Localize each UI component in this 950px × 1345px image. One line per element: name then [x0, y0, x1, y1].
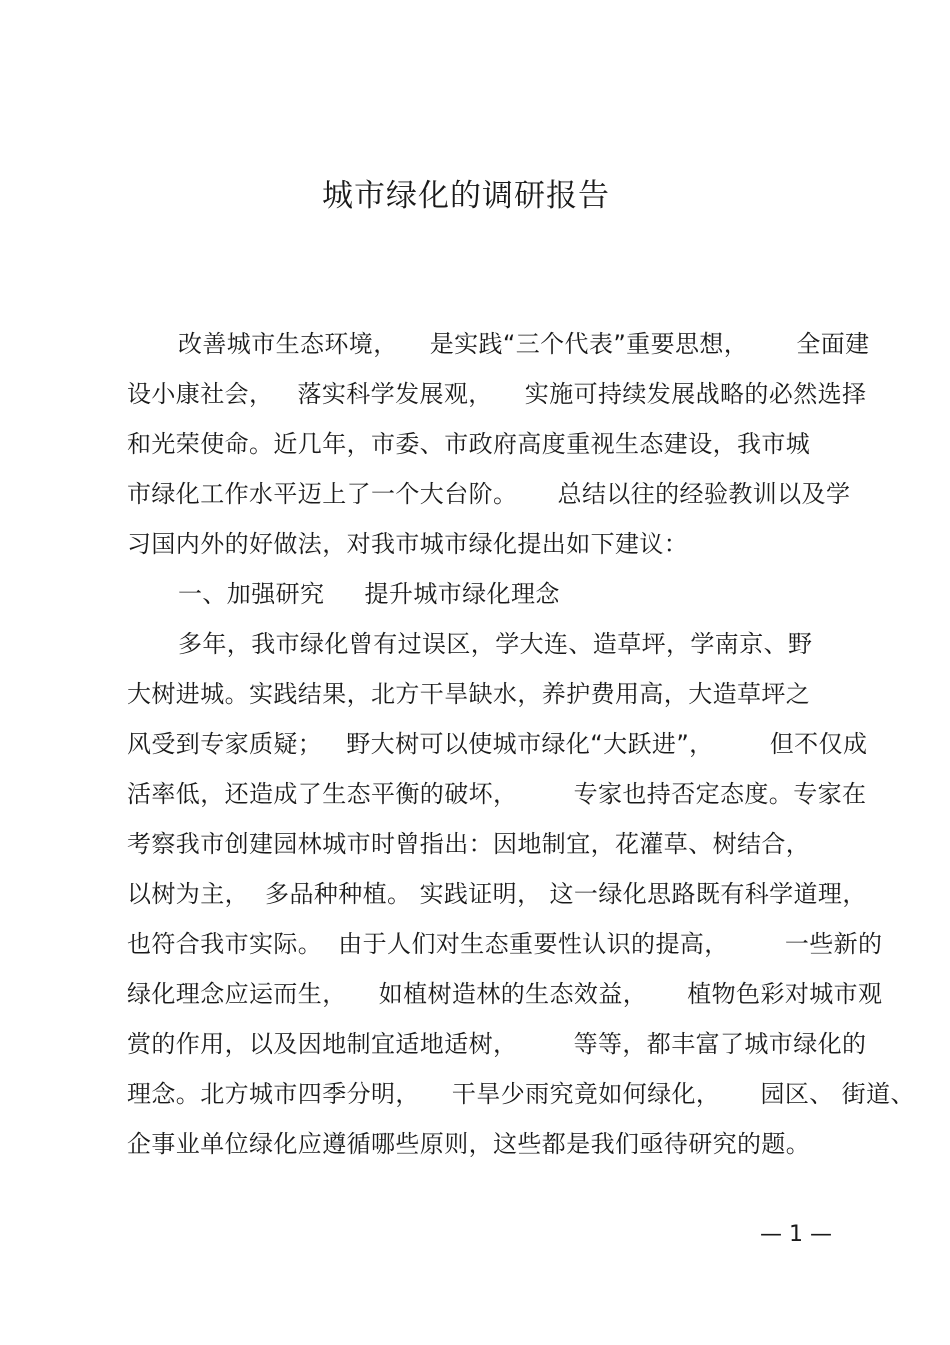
document-title: 城市绿化的调研报告: [322, 178, 610, 214]
body-line: 绿化理念应运而生， 如植树造林的生态效益， 植物色彩对城市观: [127, 980, 883, 1008]
body-line: 大树进城。实践结果，北方干旱缺水，养护费用高，大造草坪之: [127, 680, 811, 708]
page-number: — 1 —: [760, 1222, 832, 1247]
body-line: 和光荣使命。近几年，市委、市政府高度重视生态建设，我市城: [127, 430, 811, 458]
body-line: 多年，我市绿化曾有过误区，学大连、造草坪，学南京、野: [178, 630, 813, 658]
body-line: 习国内外的好做法，对我市城市绿化提出如下建议：: [127, 530, 689, 558]
body-line: 理念。北方城市四季分明， 干旱少雨究竟如何绿化， 园区、 街道、: [127, 1080, 915, 1108]
body-line: 以树为主， 多品种种植。 实践证明， 这一绿化思路既有科学道理，: [127, 880, 867, 908]
body-line: 企事业单位绿化应遵循哪些原则，这些都是我们亟待研究的题。: [127, 1130, 811, 1158]
body-line: 设小康社会， 落实科学发展观， 实施可持续发展战略的必然选择: [127, 380, 867, 408]
body-line: 风受到专家质疑； 野大树可以使城市绿化“大跃进”， 但不仅成: [127, 730, 868, 758]
body-line: 改善城市生态环境， 是实践“三个代表”重要思想， 全面建: [178, 330, 870, 358]
body-line: 考察我市创建园林城市时曾指出：因地制宜，花灌草、树结合，: [127, 830, 811, 858]
body-line: 赏的作用，以及因地制宜适地适树， 等等，都丰富了城市绿化的: [127, 1030, 867, 1058]
document-body: [127, 324, 915, 1174]
body-line: 活率低，还造成了生态平衡的破坏， 专家也持否定态度。专家在: [127, 780, 867, 808]
body-line: 市绿化工作水平迈上了一个大台阶。 总结以往的经验教训以及学: [127, 480, 851, 508]
body-line: 也符合我市实际。 由于人们对生态重要性认识的提高， 一些新的: [127, 930, 883, 958]
body-line: 一、加强研究 提升城市绿化理念: [178, 580, 560, 608]
